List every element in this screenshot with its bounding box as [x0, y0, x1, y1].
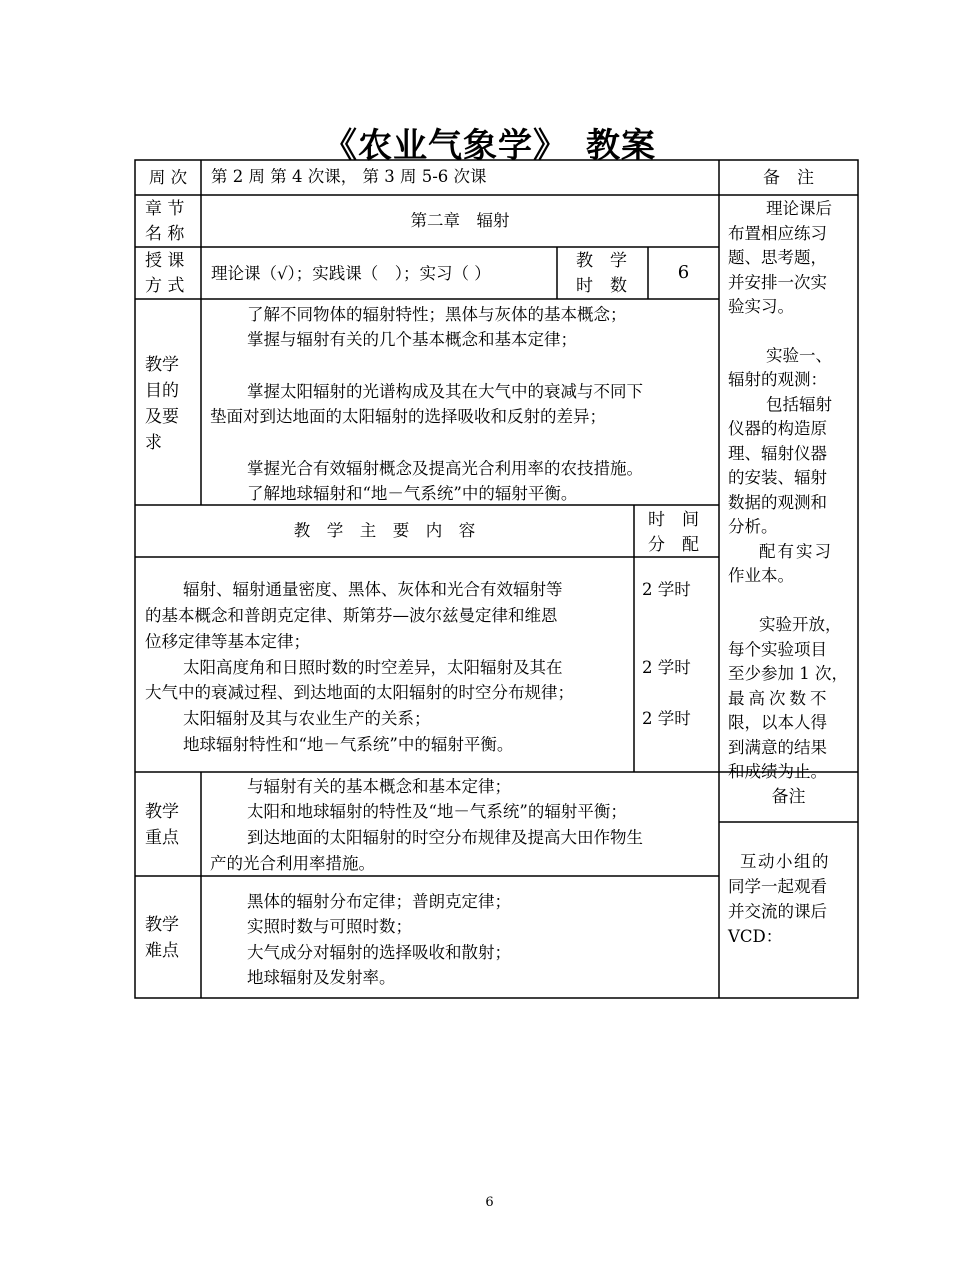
method-label-1: 授 课 — [145, 251, 185, 271]
difficulty-line: 地球辐射及发射率。 — [247, 968, 396, 987]
chapter-label-2: 名 称 — [145, 224, 185, 244]
time-value: 2 学时 — [642, 580, 691, 599]
remark-line: 分析。 — [728, 517, 778, 536]
time-value: 2 学时 — [642, 658, 691, 677]
key-point-line: 太阳和地球辐射的特性及“地－气系统”的辐射平衡； — [247, 802, 627, 821]
objective-line: 了解地球辐射和“地－气系统”中的辐射平衡。 — [247, 484, 578, 503]
content-line: 大气中的衰减过程、到达地面的太阳辐射的时空分布规律； — [145, 683, 574, 702]
remark-line-2: 互动小组的 — [740, 852, 830, 871]
objectives-label-2: 目的 — [145, 381, 179, 401]
key-point-line: 到达地面的太阳辐射的时空分布规律及提高大田作物生 — [247, 828, 643, 847]
key-point-line: 与辐射有关的基本概念和基本定律； — [247, 777, 511, 796]
difficulty-line: 大气成分对辐射的选择吸收和散射； — [247, 943, 511, 962]
remark-line: 限，以本人得 — [728, 713, 827, 732]
week-label: 周 次 — [148, 167, 188, 187]
remark-line: 和成绩为止。 — [728, 762, 827, 781]
hours-value: 6 — [677, 262, 690, 283]
remark-line: 配有实习 — [759, 542, 833, 561]
remark-line-2: 并交流的课后 — [728, 902, 827, 921]
time-value: 2 学时 — [642, 709, 691, 728]
remark-line: 数据的观测和 — [728, 493, 827, 512]
remark-line: 辐射的观测： — [728, 370, 827, 389]
remark-line-2: 同学一起观看 — [728, 877, 827, 896]
chapter-label-1: 章 节 — [145, 199, 185, 219]
content-header: 教 学 主 要 内 容 — [293, 521, 476, 540]
remark-line: 的安装、辐射 — [728, 468, 827, 487]
objective-line: 掌握与辐射有关的几个基本概念和基本定律； — [247, 330, 577, 349]
remark-line: 仪器的构造原 — [728, 419, 827, 438]
objective-line: 垫面对到达地面的太阳辐射的选择吸收和反射的差异； — [210, 407, 606, 426]
objective-line: 掌握太阳辐射的光谱构成及其在大气中的衰减与不同下 — [247, 382, 643, 401]
remark-line: 题、思考题， — [728, 248, 827, 267]
method-label-2: 方 式 — [145, 276, 185, 296]
difficulties-label-2: 难点 — [145, 941, 179, 961]
content-line: 位移定律等基本定律； — [145, 632, 310, 651]
difficulties-label-1: 教学 — [145, 915, 179, 935]
chapter-value: 第二章 辐射 — [410, 211, 510, 230]
content-line: 的基本概念和普朗克定律、斯第芬—波尔兹曼定律和维恩 — [145, 606, 558, 625]
remark-line: 验实习。 — [728, 297, 794, 316]
remark-line: 作业本。 — [728, 566, 794, 585]
content-line: 太阳高度角和日照时数的时空差异，太阳辐射及其在 — [183, 658, 563, 677]
remarks-header: 备 注 — [763, 167, 814, 188]
page-number: 6 — [485, 1195, 494, 1210]
key-points-label-2: 重点 — [145, 828, 179, 848]
content-line: 辐射、辐射通量密度、黑体、灰体和光合有效辐射等 — [183, 580, 563, 599]
remark-line: 布置相应练习 — [728, 224, 827, 243]
content-line: 太阳辐射及其与农业生产的关系； — [183, 709, 431, 728]
remark-line: 至少参加 1 次， — [728, 664, 848, 683]
remarks-header-2: 备注 — [771, 787, 806, 807]
time-header-1: 时 间 — [648, 510, 699, 530]
week-value: 第 2 周 第 4 次课， 第 3 周 5-6 次课 — [211, 167, 487, 186]
remark-line: 实验一、 — [766, 346, 832, 365]
difficulty-line: 黑体的辐射分布定律；普朗克定律； — [247, 892, 511, 911]
objectives-label-4: 求 — [145, 433, 162, 453]
time-header-2: 分 配 — [648, 535, 699, 555]
remark-line-2: VCD： — [728, 927, 783, 946]
page-title: 《农业气象学》 教案 — [323, 126, 656, 166]
remark-line: 最高次数不 — [728, 689, 831, 708]
remark-line: 实验开放， — [759, 615, 842, 634]
hours-label-1: 教 学 — [576, 251, 627, 271]
remark-line: 每个实验项目 — [728, 640, 827, 659]
objectives-label-3: 及要 — [145, 407, 179, 427]
objective-line: 了解不同物体的辐射特性；黑体与灰体的基本概念； — [247, 305, 627, 324]
remark-line: 到满意的结果 — [728, 738, 827, 757]
difficulty-line: 实照时数与可照时数； — [247, 917, 412, 936]
hours-label-2: 时 数 — [576, 276, 627, 296]
method-value: 理论课（√）；实践课（ ）；实习（ ） — [211, 264, 491, 283]
objective-line: 掌握光合有效辐射概念及提高光合利用率的农技措施。 — [247, 459, 643, 478]
remark-line: 并安排一次实 — [728, 273, 827, 292]
remark-line: 理、辐射仪器 — [728, 444, 827, 463]
key-points-label-1: 教学 — [145, 802, 179, 822]
remark-line: 包括辐射 — [766, 395, 832, 414]
objectives-label-1: 教学 — [145, 355, 179, 375]
key-point-line: 产的光合利用率措施。 — [210, 854, 375, 873]
content-line: 地球辐射特性和“地－气系统”中的辐射平衡。 — [183, 735, 514, 754]
remark-line: 理论课后 — [766, 199, 832, 218]
